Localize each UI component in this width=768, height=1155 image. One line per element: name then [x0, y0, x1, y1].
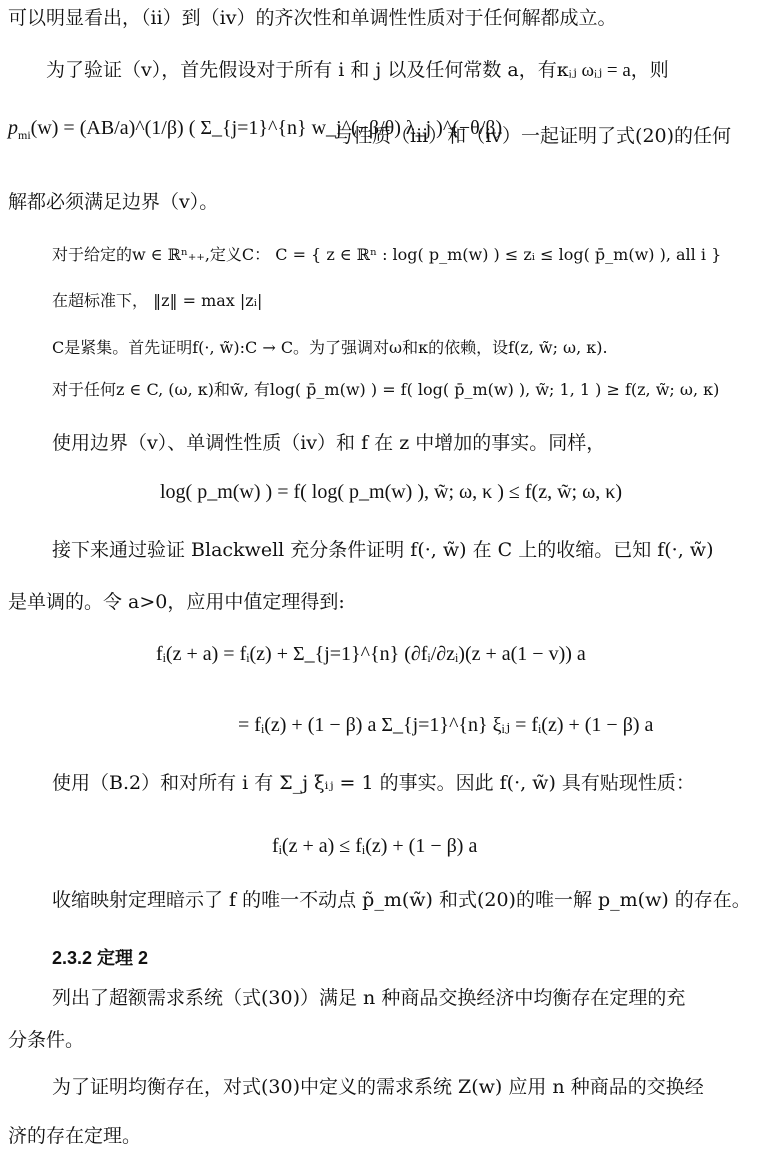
paragraph-line-2-math: ᵢⱼ ωᵢⱼ = a，则 [568, 60, 669, 81]
paragraph-line-4: 解都必须满足边界（v）。 [8, 191, 219, 213]
small-line-2: 在超标准下， ‖z‖ = max |zᵢ| [52, 291, 263, 310]
small-line-4: 对于任何z ∈ C, (ω, κ)和w̃, 有log( p̄_m(w) ) = f( log( p̄_m(w) ), w̃; 1, 1 ) ≥ f(z, w̃; ω, κ) [52, 380, 720, 399]
equation-2: fᵢ(z + a) = fᵢ(z) + Σ_{j=1}^{n} (∂fᵢ/∂zᵢ)(z + a(1 − v)) a [156, 643, 586, 665]
paragraph-line-12: 为了证明均衡存在，对式(30)中定义的需求系统 Z(w) 应用 n 种商品的交换经 [52, 1076, 704, 1098]
paragraph-line-1: 可以明显看出，（ii）到（iv）的齐次性和单调性性质对于任何解都成立。 [8, 7, 617, 29]
formula-p: p [8, 117, 18, 139]
paragraph-line-13: 济的存在定理。 [8, 1125, 142, 1147]
formula-body: (w) = (AB/a)^(1/β) ( Σ_{j=1}^{n} w_j^(−β/θ) λ_j )^(−θ/β) [30, 117, 503, 139]
paragraph-line-9: 收缩映射定理暗示了 f 的唯一不动点 p̃_m(w̃) 和式(20)的唯一解 p_m(w) 的存在。 [52, 889, 751, 911]
small-line-1: 对于给定的w ∈ ℝⁿ₊₊,定义C： C = { z ∈ ℝⁿ : log( p_m(w) ) ≤ zᵢ ≤ log( p̄_m(w) ), all i } [52, 245, 722, 264]
section-heading: 2.3.2 定理 2 [52, 948, 149, 968]
small-line-3: C是紧集。首先证明f(·, w̃):C → C。为了强调对ω和κ的依赖，设f(z, w̃; ω, κ). [52, 338, 608, 357]
formula-pmi: $p_{mi}(w)$ = (AB/a)^(1/β) ( Σ_{j=1}^{n} w_j^(−β/θ) λ_j )^(−θ/β) [8, 117, 503, 142]
paragraph-line-2 [46, 58, 669, 83]
equation-4: fᵢ(z + a) ≤ fᵢ(z) + (1 − β) a [272, 835, 478, 857]
paragraph-line-6: 接下来通过验证 Blackwell 充分条件证明 f(·, w̃) 在 C 上的收缩。已知 f(·, w̃) [52, 539, 714, 561]
paragraph-line-11: 分条件。 [8, 1029, 85, 1051]
paragraph-line-10: 列出了超额需求系统（式(30)）满足 n 种商品交换经济中均衡存在定理的充 [52, 987, 686, 1009]
paragraph-line-8: 使用（B.2）和对所有 i 有 Σ_j ξᵢⱼ = 1 的事实。因此 f(·, w̃) 具有贴现性质： [52, 772, 695, 794]
equation-1: log( p_m(w) ) = f( log( p_m(w) ), w̃; ω, κ ) ≤ f(z, w̃; ω, κ) [160, 481, 622, 503]
paragraph-line-3: 与性质（iii）和（iv）一起证明了式(20)的任何 [334, 125, 732, 147]
paragraph-line-7: 是单调的。令 a>0，应用中值定理得到: [8, 591, 345, 613]
paragraph-line-2-text: 为了验证（v），首先假设对于所有 i 和 j 以及任何常数 a，有κ [46, 59, 569, 81]
equation-3: = fᵢ(z) + (1 − β) a Σ_{j=1}^{n} ξᵢⱼ = fᵢ(z) + (1 − β) a [238, 714, 654, 736]
paragraph-line-5: 使用边界（v）、单调性性质（iv）和 f 在 z 中增加的事实。同样， [52, 432, 606, 454]
